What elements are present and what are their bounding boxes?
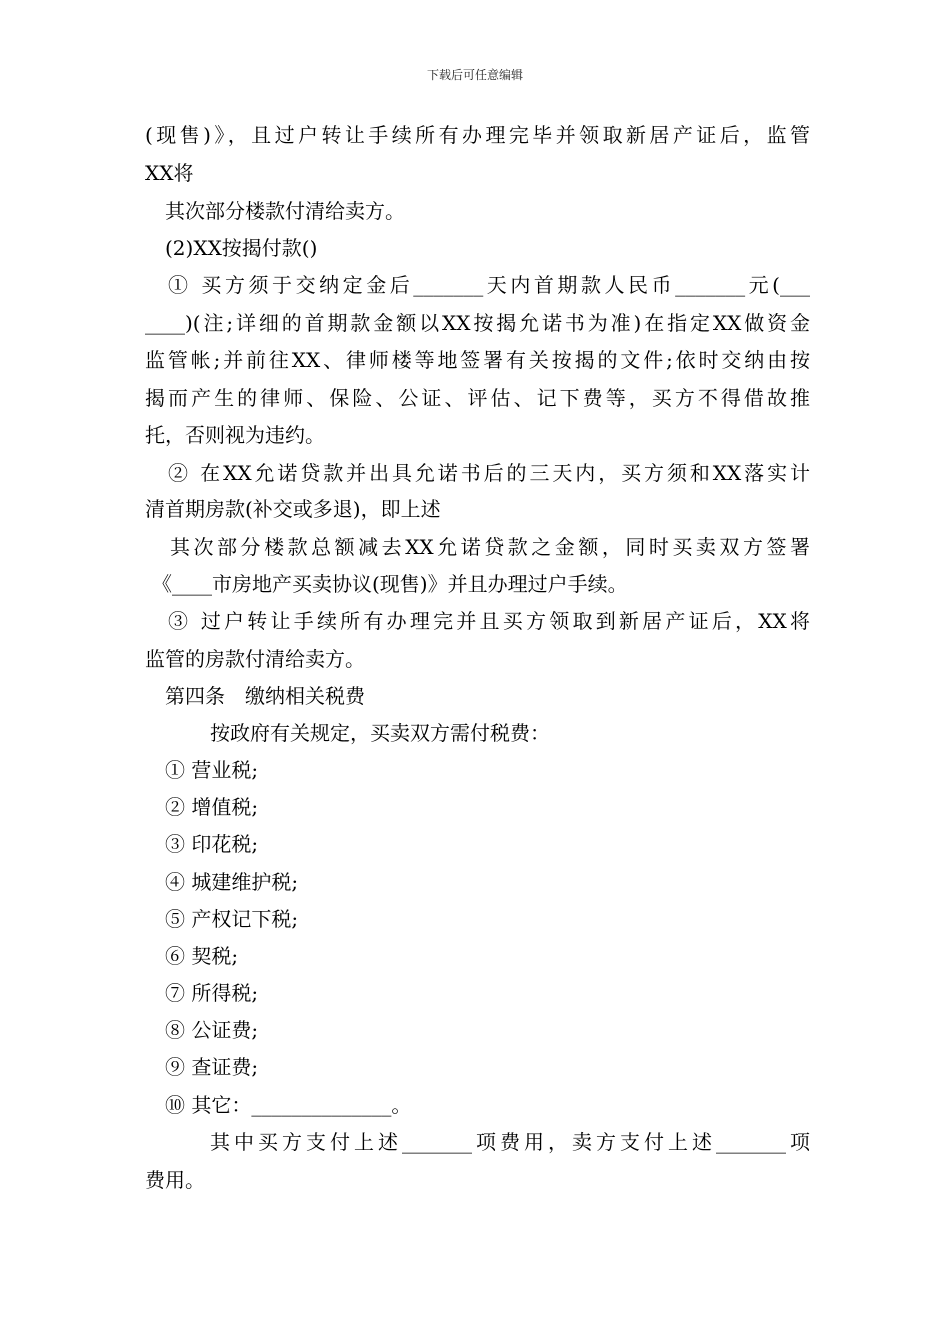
section-heading: 第四条 缴纳相关税费 bbox=[165, 684, 365, 708]
list-item: ⑧ 公证费; bbox=[165, 1018, 259, 1042]
list-item: ③ 印花税; bbox=[165, 832, 259, 856]
paragraph-line: ③ 过户转让手续所有办理完并且买方领取到新居产证后，XX将 bbox=[168, 609, 810, 633]
list-item: ⑦ 所得税; bbox=[165, 981, 259, 1005]
paragraph-line: 费用。 bbox=[145, 1168, 205, 1192]
paragraph-line: 其次部分楼款总额减去XX允诺贷款之金额，同时买卖双方签署 bbox=[170, 535, 810, 559]
paragraph-line: ② 在XX允诺贷款并出具允诺书后的三天内，买方须和XX落实计 bbox=[168, 461, 810, 485]
list-item: ⑨ 查证费; bbox=[165, 1055, 259, 1079]
paragraph-line: 按政府有关规定，买卖双方需付税费： bbox=[210, 721, 550, 745]
list-item: ① 营业税; bbox=[165, 758, 259, 782]
page-header: 下载后可任意编辑 bbox=[426, 68, 523, 82]
paragraph-line: 托，否则视为违约。 bbox=[145, 423, 325, 447]
paragraph-line: (2)XX按揭付款() bbox=[165, 236, 318, 260]
paragraph-line: XX将 bbox=[145, 161, 194, 185]
paragraph-line: 其次部分楼款付清给卖方。 bbox=[165, 199, 405, 223]
paragraph-line: 揭而产生的律师、保险、公证、评估、记下费等，买方不得借故推 bbox=[145, 386, 810, 410]
list-item: ⑤ 产权记下税; bbox=[165, 907, 299, 931]
list-item: ⑥ 契税; bbox=[165, 944, 239, 968]
paragraph-line: 清首期房款(补交或多退)，即上述 bbox=[145, 497, 441, 521]
paragraph-line: (现售)》，且过户转让手续所有办理完毕并领取新居产证后，监管 bbox=[145, 123, 810, 147]
list-item: ④ 城建维护税; bbox=[165, 870, 299, 894]
paragraph-line: 监管帐;并前往XX、律师楼等地签署有关按揭的文件;依时交纳由按 bbox=[145, 348, 810, 372]
paragraph-line: 监管的房款付清给卖方。 bbox=[145, 647, 365, 671]
list-item: ⑩ 其它：______________。 bbox=[165, 1093, 412, 1117]
list-item: ② 增值税; bbox=[165, 795, 259, 819]
paragraph-line: 《____市房地产买卖协议(现售)》并且办理过户手续。 bbox=[152, 572, 628, 596]
paragraph-line: 其中买方支付上述_______项费用，卖方支付上述_______项 bbox=[210, 1130, 810, 1154]
paragraph-line: ____)(注;详细的首期款金额以XX按揭允诺书为准)在指定XX做资金 bbox=[145, 311, 810, 335]
paragraph-line: ① 买方须于交纳定金后_______天内首期款人民币_______元(___ bbox=[168, 273, 810, 297]
